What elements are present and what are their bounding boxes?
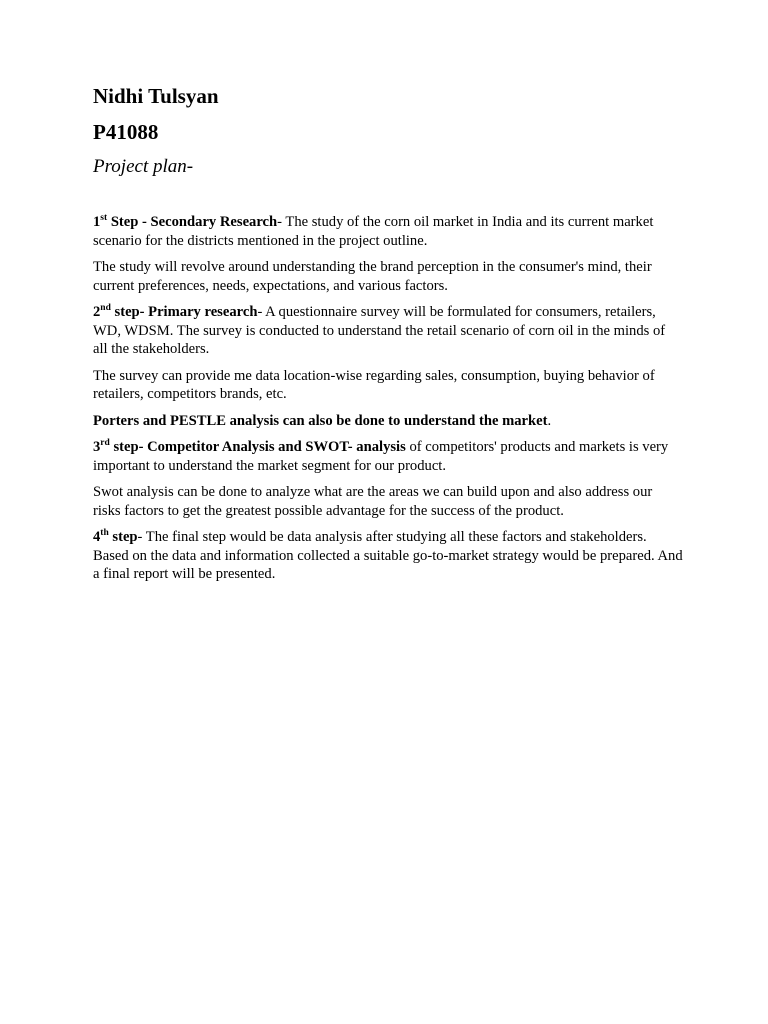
step-1-ordinal: st [100, 213, 108, 224]
step-1-paragraph [93, 213, 683, 250]
document-page [93, 84, 683, 592]
step-3-title: step- Competitor Analysis and SWOT- analysis [109, 439, 406, 455]
porters-pestle-tail: . [547, 412, 552, 429]
survey-data-paragraph: The survey can provide me data location-wise regarding sales, consumption, buying behavior of retailers, competitors brands, etc. [93, 367, 655, 402]
porters-pestle-paragraph [93, 412, 683, 431]
porters-pestle-bold: Porters and PESTLE analysis can also be done to understand the market [93, 412, 548, 429]
step-1-title: Step - Secondary Research [107, 214, 278, 230]
step-2-title: step- Primary research [110, 304, 258, 320]
swot-paragraph: Swot analysis can be done to analyze what are the areas we can build upon and also address our risks factors to get the greatest possible advantage for the success of the product. [93, 484, 653, 519]
step-4-ordinal: th [100, 528, 109, 539]
step-3-paragraph [93, 438, 683, 475]
step-3-ordinal: rd [100, 438, 110, 449]
step-2-number: 2 [93, 304, 101, 320]
author-name: Nidhi Tulsyan [93, 84, 219, 108]
step-4-title: step [108, 529, 138, 545]
step-1-text: - The study of the corn oil market in India and its current market scenario for the districts mentioned in the project outline. [93, 214, 654, 249]
step-2-text: - A questionnaire survey will be formulated for consumers, retailers, WD, WDSM. The survey is conducted to understand the retail scenario of corn oil in the minds of all the stakeholders. [93, 304, 666, 357]
student-id: P41088 [93, 120, 159, 144]
step-4-number: 4 [93, 529, 101, 545]
brand-perception-paragraph: The study will revolve around understanding the brand perception in the consumer's mind, their current preferences, needs, expectations, and various factors. [93, 259, 652, 294]
step-1-number: 1 [93, 214, 101, 230]
step-3-text: of competitors' products and markets is very important to understand the market segment for our product. [93, 439, 669, 474]
step-2-ordinal: nd [100, 303, 111, 314]
step-4-text: - The final step would be data analysis after studying all these factors and stakeholders. Based on the data and information collected a suitable go-to-market strategy would be prepared. And a final report will be presented. [93, 529, 683, 582]
step-4-paragraph [93, 528, 683, 584]
step-2-paragraph [93, 303, 683, 359]
document-body [93, 213, 683, 584]
page-subtitle: Project plan- [93, 156, 194, 177]
step-3-number: 3 [93, 439, 101, 455]
